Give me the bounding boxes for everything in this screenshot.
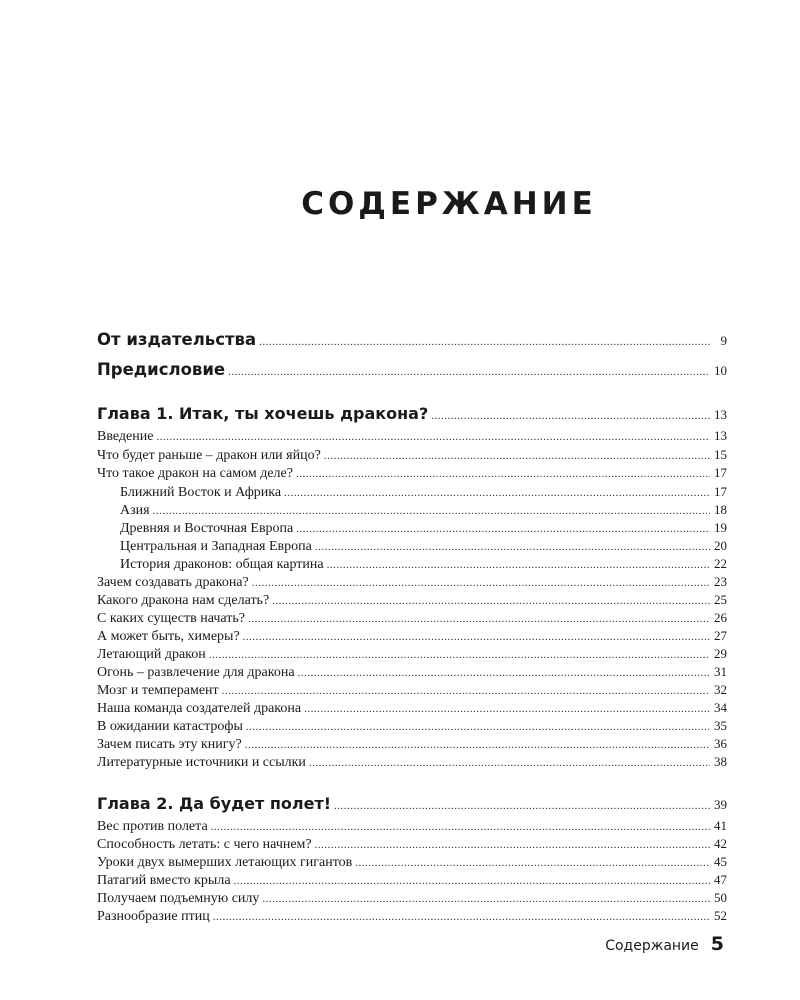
toc-entry <box>97 592 727 609</box>
dot-leader <box>259 336 710 348</box>
toc-entry <box>97 646 727 663</box>
toc-chapter <box>97 794 727 813</box>
toc-entry-page: 47 <box>714 872 727 887</box>
dot-leader <box>243 631 710 643</box>
toc-entry <box>97 818 727 835</box>
toc-entry-title: Патагий вместо крыла <box>97 873 231 888</box>
dot-leader <box>327 559 710 571</box>
toc-entry-page: 42 <box>714 836 727 851</box>
dot-leader <box>304 703 710 715</box>
toc-entry-title: Вес против полета <box>97 819 208 834</box>
toc-entry-title: Глава 1. Итак, ты хочешь дракона? <box>97 404 429 423</box>
dot-leader <box>284 487 710 499</box>
toc-entry-page: 38 <box>714 754 727 769</box>
dot-leader <box>153 505 710 517</box>
dot-leader <box>213 911 710 923</box>
toc-entry-title: Ближний Восток и Африка <box>120 485 282 500</box>
dot-leader <box>262 893 710 905</box>
toc-entry-title: Введение <box>97 429 154 444</box>
toc-entry-title: Наша команда создателей дракона <box>97 701 302 716</box>
toc-entry <box>97 890 727 907</box>
toc-entry-title: Предисловие <box>97 360 226 379</box>
toc-entry-title: Что будет раньше – дракон или яйцо? <box>97 448 321 463</box>
dot-leader <box>315 839 710 851</box>
toc-entry-page: 9 <box>720 333 727 348</box>
toc-entry-page: 41 <box>714 818 727 833</box>
toc-subentry <box>97 538 727 555</box>
dot-leader <box>245 739 710 751</box>
toc-entry-page: 18 <box>714 502 727 517</box>
toc-entry-page: 17 <box>714 465 727 480</box>
toc-entry-page: 36 <box>714 736 727 751</box>
dot-leader <box>252 577 710 589</box>
toc-entry-page: 23 <box>714 574 727 589</box>
toc-entry <box>97 628 727 645</box>
toc-entry-title: С каких существ начать? <box>97 611 246 626</box>
toc-entry-title: Центральная и Западная Европа <box>120 539 312 554</box>
toc-entry-title: Мозг и темперамент <box>97 683 219 698</box>
toc-entry-title: Азия <box>120 503 150 518</box>
toc-entry-page: 22 <box>714 556 727 571</box>
dot-leader <box>209 649 710 661</box>
toc-entry <box>97 330 727 349</box>
toc-entry-title: Что такое дракон на самом деле? <box>97 466 293 481</box>
dot-leader <box>156 431 710 443</box>
footer-page-number: 5 <box>710 933 724 955</box>
dot-leader <box>272 595 710 607</box>
toc-entry-title: Летающий дракон <box>97 647 206 662</box>
dot-leader <box>296 468 710 480</box>
dot-leader <box>324 450 710 462</box>
dot-leader <box>309 757 710 769</box>
toc-subentry <box>97 484 727 501</box>
toc-entry-title: Литературные источники и ссылки <box>97 755 306 770</box>
toc-subentry <box>97 502 727 519</box>
toc-entry-title: История драконов: общая картина <box>120 557 324 572</box>
page-title: СОДЕРЖАНИЕ <box>301 186 597 222</box>
toc-entry-title: А может быть, химеры? <box>97 629 240 644</box>
toc-entry-title: Огонь – развлечение для дракона <box>97 665 295 680</box>
dot-leader <box>431 410 710 422</box>
dot-leader <box>315 541 710 553</box>
dot-leader <box>298 667 710 679</box>
toc-entry-page: 13 <box>714 428 727 443</box>
toc-entry-title: Способность летать: с чего начнем? <box>97 837 312 852</box>
toc-entry-title: Зачем создавать дракона? <box>97 575 249 590</box>
dot-leader <box>222 685 710 697</box>
toc-entry-title: Какого дракона нам сделать? <box>97 593 270 608</box>
toc-entry-page: 35 <box>714 718 727 733</box>
toc-entry-page: 31 <box>714 664 727 679</box>
dot-leader <box>246 721 710 733</box>
toc-entry-page: 27 <box>714 628 727 643</box>
footer-label: Содержание <box>605 938 699 954</box>
toc-entry-page: 45 <box>714 854 727 869</box>
toc-entry <box>97 836 727 853</box>
toc-entry <box>97 664 727 681</box>
toc-entry <box>97 872 727 889</box>
toc-subentry <box>97 520 727 537</box>
toc-chapter <box>97 404 727 423</box>
page-footer <box>605 933 724 955</box>
toc-entry-title: Зачем писать эту книгу? <box>97 737 242 752</box>
dot-leader <box>334 800 710 812</box>
toc-entry <box>97 908 727 925</box>
dot-leader <box>355 857 710 869</box>
toc-entry <box>97 447 727 464</box>
toc-entry <box>97 428 727 445</box>
dot-leader <box>248 613 710 625</box>
toc-entry-page: 13 <box>714 407 727 422</box>
toc-entry-page: 34 <box>714 700 727 715</box>
toc-entry <box>97 700 727 717</box>
toc-entry <box>97 610 727 627</box>
dot-leader <box>228 366 710 378</box>
toc-entry <box>97 754 727 771</box>
toc-entry-page: 52 <box>714 908 727 923</box>
toc-entry <box>97 574 727 591</box>
dot-leader <box>211 821 710 833</box>
toc-entry-page: 19 <box>714 520 727 535</box>
toc-entry-title: Уроки двух вымерших летающих гигантов <box>97 855 353 870</box>
toc-entry-page: 17 <box>714 484 727 499</box>
toc-entry <box>97 360 727 379</box>
toc-entry-title: Получаем подъемную силу <box>97 891 260 906</box>
toc-entry <box>97 718 727 735</box>
toc-entry <box>97 736 727 753</box>
toc-entry <box>97 682 727 699</box>
toc-entry-title: Глава 2. Да будет полет! <box>97 794 332 813</box>
toc-entry-page: 20 <box>714 538 727 553</box>
dot-leader <box>234 875 710 887</box>
toc-entry-title: В ожидании катастрофы <box>97 719 243 734</box>
toc-entry <box>97 854 727 871</box>
toc-entry-title: Древняя и Восточная Европа <box>120 521 294 536</box>
toc-entry-page: 15 <box>714 447 727 462</box>
toc-entry-page: 10 <box>714 363 727 378</box>
toc-subentry <box>97 556 727 573</box>
toc-entry-page: 29 <box>714 646 727 661</box>
dot-leader <box>296 523 710 535</box>
toc-entry-title: От издательства <box>97 330 257 349</box>
toc-entry <box>97 465 727 482</box>
toc-entry-page: 50 <box>714 890 727 905</box>
toc-entry-page: 26 <box>714 610 727 625</box>
toc-entry-page: 32 <box>714 682 727 697</box>
toc-entry-page: 25 <box>714 592 727 607</box>
toc-entry-title: Разнообразие птиц <box>97 909 210 924</box>
toc-entry-page: 39 <box>714 797 727 812</box>
